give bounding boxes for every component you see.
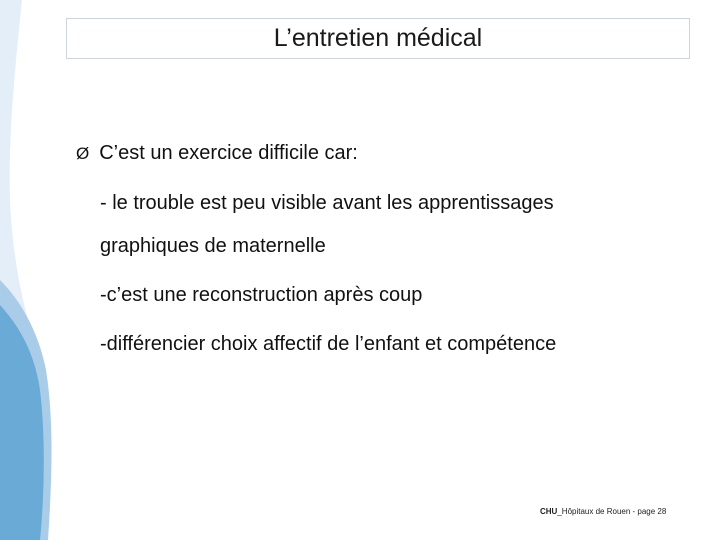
arrow-bullet-icon: Ø [76, 143, 90, 163]
body-line-3: -c’est une reconstruction après coup [100, 284, 423, 306]
body-line-2: graphiques de maternelle [100, 235, 326, 257]
body-line-4: -différencier choix affectif de l’enfant et compétence [100, 333, 557, 355]
title-box [66, 18, 690, 59]
footer [540, 507, 666, 516]
bullet-text: C’est un exercice difficile car: [99, 142, 358, 164]
footer-text: _Hôpitaux de Rouen - page 28 [557, 507, 667, 516]
footer-org: CHU [540, 507, 558, 516]
slide-title: L’entretien médical [273, 24, 483, 52]
bullet-item [76, 142, 358, 165]
body-line-1: - le trouble est peu visible avant les apprentissages [100, 192, 554, 214]
side-wave-decoration [0, 0, 60, 540]
